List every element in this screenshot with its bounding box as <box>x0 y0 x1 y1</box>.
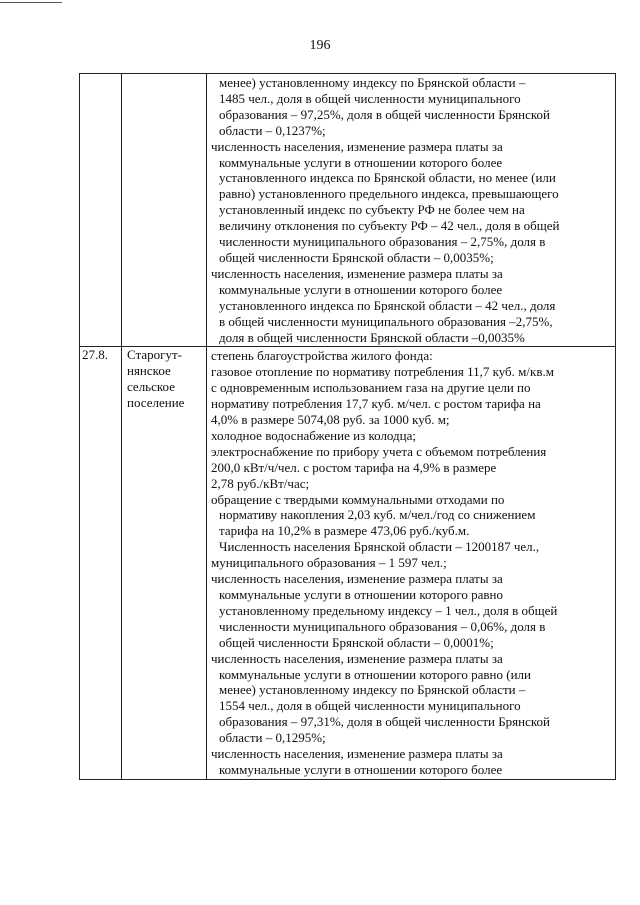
description-line: с одновременным использованием газа на другие цели по <box>211 380 531 396</box>
description-line: величину отклонения по субъекту РФ – 42 чел., доля в общей <box>219 218 560 234</box>
description-line: в общей численности муниципального образования –2,75%, <box>219 313 553 329</box>
top-rule <box>0 2 62 3</box>
description-line: образования – 97,31%, доля в общей численности Брянской <box>219 714 551 730</box>
description-line: Численность населения Брянской области – 1200187 чел., <box>219 539 540 555</box>
description-line: 4,0% в размере 5074,08 руб. за 1000 куб. м; <box>211 412 450 428</box>
description-line: газовое отопление по нормативу потребления 11,7 куб. м/кв.м <box>211 364 554 380</box>
description-line: тарифа на 10,2% в размере 473,06 руб./куб.м. <box>219 523 470 539</box>
description-line: общей численности Брянской области – 0,0001%; <box>219 634 494 650</box>
description-line: нормативу накопления 2,03 куб. м/чел./год со снижением <box>219 507 536 523</box>
description-line: доля в общей численности Брянской области –0,0035% <box>219 329 525 345</box>
settlement-name-line: сельское <box>127 379 175 395</box>
description-line: коммунальные услуги в отношении которого более <box>219 281 503 297</box>
description-line: образования – 97,25%, доля в общей численности Брянской <box>219 106 551 122</box>
description-line: коммунальные услуги в отношении которого более <box>219 154 503 170</box>
description-line: 1554 чел., доля в общей численности муниципального <box>219 698 521 714</box>
description-line: численность населения, изменение размера платы за <box>211 746 503 762</box>
table-row <box>80 74 616 347</box>
row-number: 27.8. <box>82 347 108 363</box>
page-number: 196 <box>309 38 331 53</box>
description-cell <box>207 74 616 347</box>
row-number-cell <box>80 347 122 779</box>
description-line: нормативу потребления 17,7 куб. м/чел. с ростом тарифа на <box>211 396 541 412</box>
description-line: установленного индекса по Брянской области, но менее (или <box>219 170 556 186</box>
description-line: численность населения, изменение размера платы за <box>211 571 503 587</box>
description-line: 2,78 руб./кВт/час; <box>211 475 310 491</box>
description-line: установленного индекса по Брянской области – 42 чел., доля <box>219 297 556 313</box>
description-line: менее) установленному индексу по Брянской области – <box>219 75 526 90</box>
description-line: муниципального образования – 1 597 чел.; <box>211 555 447 571</box>
description-line: установленный индекс по субъекту РФ не более чем на <box>219 202 525 218</box>
settlement-name-cell <box>122 74 207 347</box>
description-line: равно) установленного предельного индекса, превышающего <box>219 186 559 202</box>
description-line: электроснабжение по прибору учета с объемом потребления <box>211 443 547 459</box>
description-line: обращение с твердыми коммунальными отходами по <box>211 491 505 507</box>
description-line: коммунальные услуги в отношении которого равно (или <box>219 666 531 682</box>
description-line: численность населения, изменение размера платы за <box>211 265 503 281</box>
description-line: коммунальные услуги в отношении которого более <box>219 761 503 777</box>
description-line: установленному предельному индексу – 1 чел., доля в общей <box>219 602 558 618</box>
description-line: области – 0,1295%; <box>219 730 326 746</box>
description-line: менее) установленному индексу по Брянской области – <box>219 682 526 698</box>
description-line: холодное водоснабжение из колодца; <box>211 427 417 443</box>
settlement-name-line: Старогут- <box>127 347 182 363</box>
description-line: численности муниципального образования – 2,75%, доля в <box>219 234 546 250</box>
settlement-name-line: нянское <box>127 363 171 379</box>
row-number-cell <box>80 74 122 347</box>
settlement-name-cell <box>122 347 207 779</box>
settlement-name-line: поселение <box>127 395 185 411</box>
description-line: численности муниципального образования – 0,06%, доля в <box>219 618 546 634</box>
description-line: области – 0,1237%; <box>219 122 326 138</box>
description-line: степень благоустройства жилого фонда: <box>211 348 433 364</box>
description-line: 200,0 кВт/ч/чел. с ростом тарифа на 4,9% в размере <box>211 459 497 475</box>
description-line: 1485 чел., доля в общей численности муниципального <box>219 90 521 106</box>
description-cell <box>207 347 616 779</box>
description-line: численность населения, изменение размера платы за <box>211 650 503 666</box>
description-line: коммунальные услуги в отношении которого равно <box>219 587 504 602</box>
document-table <box>79 73 616 780</box>
table-row <box>80 347 616 779</box>
description-line: численность населения, изменение размера платы за <box>211 138 503 154</box>
description-line: общей численности Брянской области – 0,0035%; <box>219 249 494 265</box>
